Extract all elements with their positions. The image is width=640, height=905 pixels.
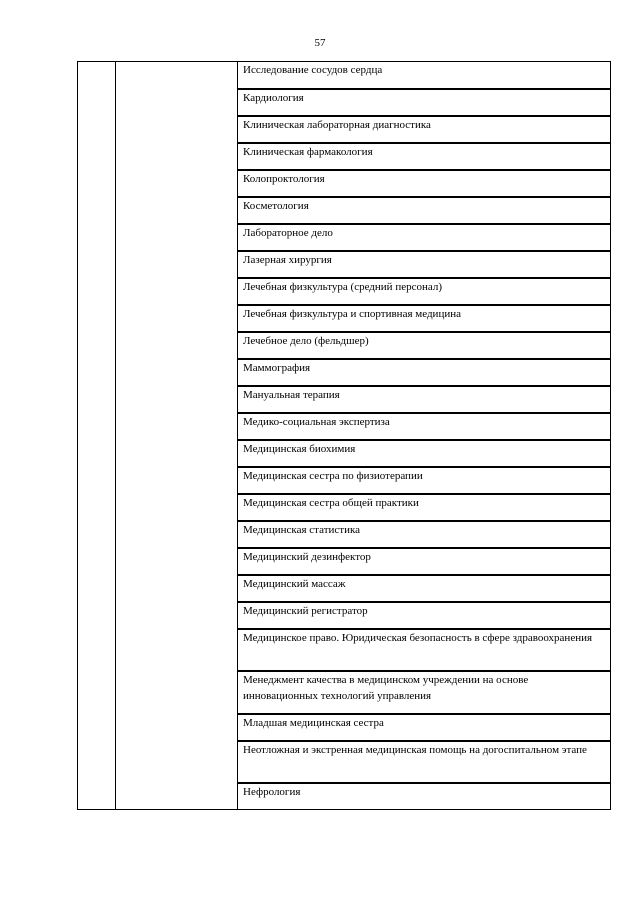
- empty-column-2-cell: [116, 62, 238, 810]
- specialty-cell: [238, 741, 611, 783]
- specialty-name: Медицинский регистратор: [243, 604, 368, 617]
- specialty-name: Исследование сосудов сердца: [243, 64, 383, 76]
- specialty-name: Медицинское право. Юридическая безопасность в сфере здравоохранения: [243, 631, 593, 644]
- specialty-cell: [238, 494, 611, 521]
- specialty-name: Маммография: [243, 361, 311, 374]
- specialty-cell: [238, 170, 611, 197]
- specialty-cell: [238, 197, 611, 224]
- specialty-cell: [238, 143, 611, 170]
- specialty-name: Лазерная хирургия: [243, 253, 332, 266]
- specialty-name: Медицинская статистика: [243, 523, 361, 536]
- specialty-name: Медико-социальная экспертиза: [243, 415, 390, 428]
- specialty-cell: [238, 359, 611, 386]
- specialty-name: Лечебная физкультура (средний персонал): [243, 280, 442, 293]
- specialty-name: Менеджмент качества в медицинском учреждении на основе инновационных технологий управления: [243, 673, 529, 702]
- specialty-cell: [238, 116, 611, 143]
- specialty-name: Лечебное дело (фельдшер): [243, 334, 369, 347]
- specialty-name: Медицинский дезинфектор: [243, 550, 371, 563]
- table-row: [78, 62, 611, 89]
- empty-column-1-cell: [78, 62, 116, 810]
- specialty-cell: [238, 332, 611, 359]
- specialty-name: Клиническая фармакология: [243, 145, 373, 158]
- specialty-cell: [238, 89, 611, 116]
- specialty-cell: [238, 305, 611, 332]
- specialty-name: Медицинская сестра по физиотерапии: [243, 469, 423, 482]
- specialty-cell: [238, 629, 611, 671]
- specialty-name: Медицинская биохимия: [243, 442, 356, 455]
- specialty-name: Клиническая лабораторная диагностика: [243, 118, 431, 131]
- specialty-cell: [238, 602, 611, 629]
- specialty-cell: [238, 224, 611, 251]
- specialty-cell: [238, 467, 611, 494]
- specialty-name: Неотложная и экстренная медицинская помощь на догоспитальном этапе: [243, 743, 587, 756]
- specialties-table: [77, 61, 611, 810]
- specialty-cell: [238, 521, 611, 548]
- specialty-name: Косметология: [243, 199, 309, 212]
- specialty-name: Медицинская сестра общей практики: [243, 496, 419, 509]
- specialty-cell: [238, 714, 611, 741]
- specialty-cell: [238, 440, 611, 467]
- specialty-name: Нефрология: [243, 785, 301, 798]
- specialty-name: Младшая медицинская сестра: [243, 716, 384, 729]
- specialty-name: Колопроктология: [243, 172, 325, 185]
- specialty-cell: [238, 413, 611, 440]
- specialty-name: Кардиология: [243, 91, 304, 104]
- specialty-name: Лабораторное дело: [243, 226, 333, 239]
- specialty-cell: [238, 386, 611, 413]
- specialty-name: Лечебная физкультура и спортивная медицина: [243, 307, 461, 320]
- specialty-name: Мануальная терапия: [243, 388, 340, 401]
- specialty-name: Медицинский массаж: [243, 577, 346, 590]
- specialty-cell: [238, 62, 611, 89]
- page-number: 57: [314, 37, 326, 49]
- specialty-cell: [238, 671, 611, 714]
- specialty-cell: [238, 783, 611, 810]
- table-body: [78, 62, 611, 810]
- specialty-cell: [238, 575, 611, 602]
- specialty-cell: [238, 548, 611, 575]
- specialty-cell: [238, 251, 611, 278]
- specialty-cell: [238, 278, 611, 305]
